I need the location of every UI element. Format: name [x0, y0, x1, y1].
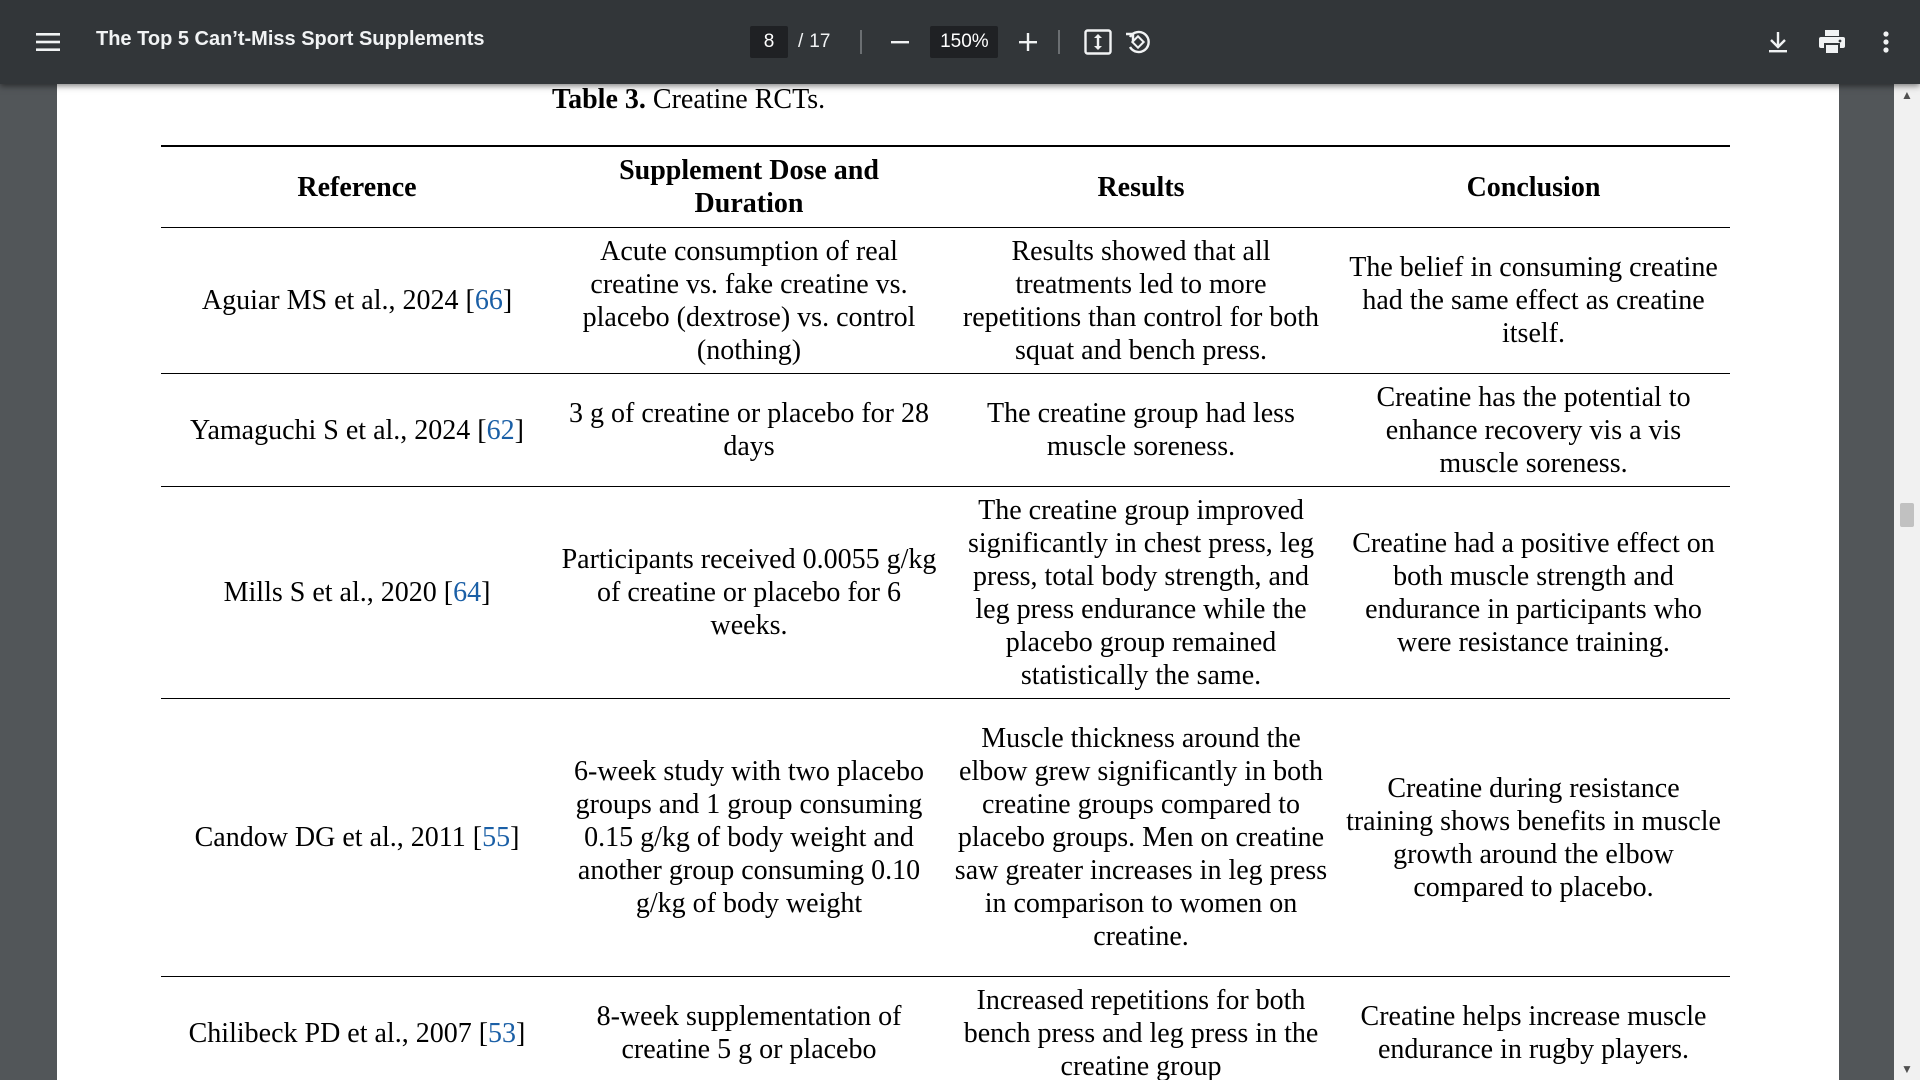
cell-dose: Acute consumption of real creatine vs. fake creatine vs. placebo (dextrose) vs. control (nothing) [553, 228, 945, 374]
citation-link[interactable]: 62 [486, 414, 515, 446]
header-conclusion: Conclusion [1337, 146, 1730, 228]
header-dose: Supplement Dose and Duration [553, 146, 945, 228]
document-title: The Top 5 Can’t-Miss Sport Supplements [96, 28, 485, 50]
zoom-level-input[interactable] [930, 26, 998, 58]
cell-dose: 3 g of creatine or placebo for 28 days [553, 374, 945, 487]
minus-icon [890, 32, 910, 52]
cell-reference: Mills S et al., 2020 [64] [161, 487, 553, 699]
pdf-toolbar [0, 0, 1920, 84]
toolbar-actions [1758, 22, 1920, 62]
pdf-page [57, 84, 1839, 1080]
cell-results: The creatine group had less muscle soreness. [945, 374, 1337, 487]
creatine-rct-table [161, 145, 1730, 1080]
cell-reference: Yamaguchi S et al., 2024 [62] [161, 374, 553, 487]
menu-button[interactable] [28, 26, 68, 58]
cell-conclusion: Creatine helps increase muscle endurance in rugby players. [1337, 977, 1730, 1080]
page-total: 17 [809, 31, 831, 52]
cell-results: Results showed that all treatments led to more repetitions than control for both squat and bench press. [945, 228, 1337, 374]
vertical-scrollbar[interactable] [1894, 84, 1920, 1080]
table-header-row [161, 146, 1730, 228]
cell-dose: Participants received 0.0055 g/kg of creatine or placebo for 6 weeks. [553, 487, 945, 699]
scroll-up-arrow-icon[interactable]: ▲ [1901, 87, 1913, 102]
fit-page-icon [1084, 29, 1112, 55]
cell-conclusion: Creatine has the potential to enhance recovery vis a vis muscle soreness. [1337, 374, 1730, 487]
toolbar-divider [860, 30, 862, 54]
cell-conclusion: The belief in consuming creatine had the same effect as creatine itself. [1337, 228, 1730, 374]
table-row [161, 699, 1730, 977]
cell-conclusion: Creatine during resistance training shows benefits in muscle growth around the elbow compared to placebo. [1337, 699, 1730, 977]
citation-link[interactable]: 53 [488, 1017, 517, 1049]
cell-dose: 8-week supplementation of creatine 5 g or placebo [553, 977, 945, 1080]
toolbar-divider [1058, 30, 1060, 54]
table-caption-label: Table 3. [552, 84, 646, 115]
table-row [161, 977, 1730, 1080]
page-number-input[interactable] [750, 26, 788, 58]
more-options-button[interactable] [1866, 22, 1906, 62]
table-caption-text: Creatine RCTs. [645, 84, 826, 115]
cell-results: The creatine group improved significantly in chest press, leg press, total body strength, and leg press endurance while the placebo group remained statistically the same. [945, 487, 1337, 699]
zoom-out-button[interactable] [880, 22, 920, 62]
header-results: Results [945, 146, 1337, 228]
cell-results: Increased repetitions for both bench press and leg press in the creatine group [945, 977, 1337, 1080]
scrollbar-thumb[interactable] [1900, 503, 1914, 527]
cell-reference: Chilibeck PD et al., 2007 [53] [161, 977, 553, 1080]
page-controls [750, 22, 1158, 62]
cell-dose: 6-week study with two placebo groups and 1 group consuming 0.15 g/kg of body weight and another group consuming 0.10 g/kg of body weight [553, 699, 945, 977]
download-icon [1767, 30, 1789, 54]
citation-link[interactable]: 66 [474, 285, 503, 316]
zoom-in-button[interactable] [1008, 22, 1048, 62]
rotate-button[interactable] [1118, 22, 1158, 62]
table-row [161, 228, 1730, 374]
header-reference: Reference [161, 146, 553, 228]
cell-reference: Aguiar MS et al., 2024 [66] [161, 228, 553, 374]
table-container [161, 145, 1730, 1080]
table-row [161, 374, 1730, 487]
citation-link[interactable]: 64 [453, 577, 482, 608]
download-button[interactable] [1758, 22, 1798, 62]
table-row [161, 487, 1730, 699]
page-separator: / [798, 31, 804, 52]
plus-icon [1018, 32, 1038, 52]
fit-to-page-button[interactable] [1078, 22, 1118, 62]
cell-reference: Candow DG et al., 2011 [55] [161, 699, 553, 977]
cell-conclusion: Creatine had a positive effect on both muscle strength and endurance in participants who were resistance training. [1337, 487, 1730, 699]
cell-results: Muscle thickness around the elbow grew significantly in both creatine groups compared to placebo groups. Men on creatine saw greater increases in leg press in comparison to women on creatine. [945, 699, 1337, 977]
print-button[interactable] [1812, 22, 1852, 62]
scroll-down-arrow-icon[interactable]: ▼ [1901, 1061, 1913, 1076]
hamburger-menu-icon [36, 32, 60, 52]
citation-link[interactable]: 55 [482, 822, 511, 853]
rotate-icon [1124, 28, 1152, 56]
more-vertical-icon [1882, 30, 1890, 54]
table-caption [552, 84, 825, 116]
printer-icon [1818, 29, 1846, 55]
